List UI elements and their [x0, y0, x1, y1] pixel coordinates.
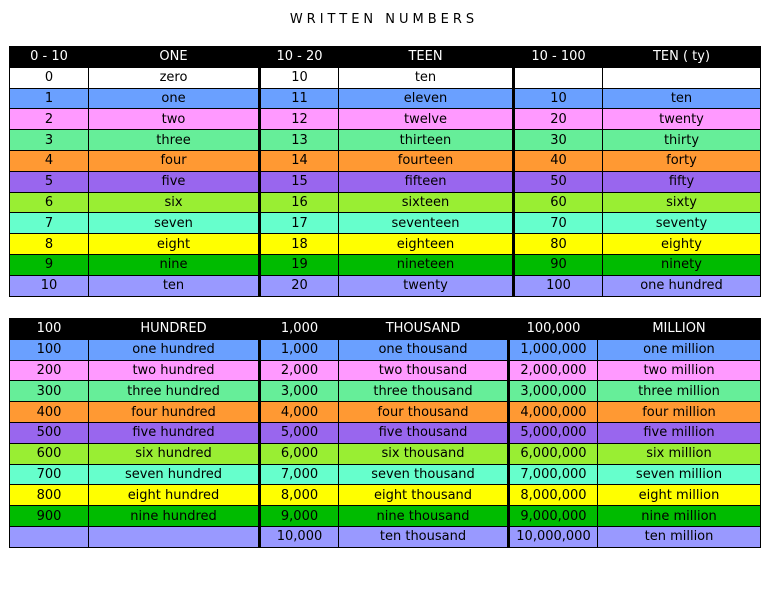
table-cell: 1	[10, 88, 89, 109]
table-row	[10, 402, 761, 423]
table-cell: four hundred	[89, 402, 260, 423]
table-cell: 500	[10, 422, 89, 443]
table-cell: seventeen	[339, 213, 514, 234]
table-row	[10, 109, 761, 130]
column-header: THOUSAND	[339, 319, 509, 340]
table-cell: eighteen	[339, 234, 514, 255]
table-cell: twenty	[339, 275, 514, 296]
table-cell: 10	[260, 67, 339, 88]
table-row	[10, 130, 761, 151]
table-cell: 2	[10, 109, 89, 130]
table-cell: eight million	[598, 485, 761, 506]
table-cell: 2,000	[260, 360, 339, 381]
table-cell: four	[89, 150, 260, 171]
table-cell: nineteen	[339, 254, 514, 275]
column-header: 0 - 10	[10, 47, 89, 68]
table-cell: eighty	[603, 234, 761, 255]
table-cell: 5	[10, 171, 89, 192]
table-cell: 7,000	[260, 464, 339, 485]
table-cell: twenty	[603, 109, 761, 130]
table-cell: 15	[260, 171, 339, 192]
table-row	[10, 150, 761, 171]
table-cell: fourteen	[339, 150, 514, 171]
table-cell: 200	[10, 360, 89, 381]
table-cell: ten thousand	[339, 526, 509, 547]
table-cell: 5,000,000	[509, 422, 598, 443]
table-cell: 0	[10, 67, 89, 88]
table-row	[10, 526, 761, 547]
table-cell: seven hundred	[89, 464, 260, 485]
table-cell: six million	[598, 443, 761, 464]
table-row	[10, 88, 761, 109]
table-cell: 7,000,000	[509, 464, 598, 485]
table-cell: eleven	[339, 88, 514, 109]
table-cell: eight	[89, 234, 260, 255]
table-cell: 40	[514, 150, 603, 171]
table-cell: 400	[10, 402, 89, 423]
table-cell: eight thousand	[339, 485, 509, 506]
table-cell: 9	[10, 254, 89, 275]
table-cell: two thousand	[339, 360, 509, 381]
table-cell: two million	[598, 360, 761, 381]
table-cell: fifteen	[339, 171, 514, 192]
table-cell: 20	[260, 275, 339, 296]
table-cell: one thousand	[339, 339, 509, 360]
table-row	[10, 275, 761, 296]
table-cell: ten	[339, 67, 514, 88]
column-header: 10 - 20	[260, 47, 339, 68]
table-cell: 6,000,000	[509, 443, 598, 464]
column-header: HUNDRED	[89, 319, 260, 340]
table-row	[10, 254, 761, 275]
table-cell: ten	[89, 275, 260, 296]
table-cell: seven thousand	[339, 464, 509, 485]
table-cell: eight hundred	[89, 485, 260, 506]
table-cell: one	[89, 88, 260, 109]
table-row	[10, 485, 761, 506]
table-row	[10, 360, 761, 381]
table-cell	[514, 67, 603, 88]
numbers-table-0-100	[9, 46, 761, 297]
table-cell: seven million	[598, 464, 761, 485]
table-cell: sixteen	[339, 192, 514, 213]
table-cell: one hundred	[89, 339, 260, 360]
table-cell: 100	[10, 339, 89, 360]
table-cell: five million	[598, 422, 761, 443]
table-cell: 70	[514, 213, 603, 234]
column-header: 10 - 100	[514, 47, 603, 68]
table-cell: thirteen	[339, 130, 514, 151]
table-cell: 30	[514, 130, 603, 151]
table-cell: nine hundred	[89, 506, 260, 527]
table-row	[10, 171, 761, 192]
table-cell: 6	[10, 192, 89, 213]
table-cell: 600	[10, 443, 89, 464]
table-cell: 3,000,000	[509, 381, 598, 402]
table-cell: 16	[260, 192, 339, 213]
table-cell: one hundred	[603, 275, 761, 296]
table-cell: 700	[10, 464, 89, 485]
table-cell: seven	[89, 213, 260, 234]
table-cell: 13	[260, 130, 339, 151]
table-cell	[89, 526, 260, 547]
table-cell: 8	[10, 234, 89, 255]
table-cell: 17	[260, 213, 339, 234]
table-cell: 2,000,000	[509, 360, 598, 381]
table-row	[10, 506, 761, 527]
column-header: TEN ( ty)	[603, 47, 761, 68]
table-cell: 900	[10, 506, 89, 527]
table-cell: 8,000	[260, 485, 339, 506]
table-cell: zero	[89, 67, 260, 88]
table-cell: ten million	[598, 526, 761, 547]
table-row	[10, 213, 761, 234]
table-cell: 1,000,000	[509, 339, 598, 360]
table-cell: 10,000	[260, 526, 339, 547]
table-cell: four million	[598, 402, 761, 423]
table-cell: 19	[260, 254, 339, 275]
table-cell: 9,000,000	[509, 506, 598, 527]
column-header: MILLION	[598, 319, 761, 340]
table-cell: 8,000,000	[509, 485, 598, 506]
table-header-row	[10, 47, 761, 68]
table-cell: 80	[514, 234, 603, 255]
column-header: 100,000	[509, 319, 598, 340]
table-cell: four thousand	[339, 402, 509, 423]
table-cell: seventy	[603, 213, 761, 234]
numbers-table-hundreds-millions	[9, 318, 761, 548]
table-cell: three	[89, 130, 260, 151]
table-cell: 90	[514, 254, 603, 275]
table-cell: one million	[598, 339, 761, 360]
table-cell: 10	[10, 275, 89, 296]
table-cell: 4,000	[260, 402, 339, 423]
table-cell: thirty	[603, 130, 761, 151]
table-cell: nine	[89, 254, 260, 275]
table-cell: 12	[260, 109, 339, 130]
table-cell: 10	[514, 88, 603, 109]
table-row	[10, 422, 761, 443]
table-cell: 4	[10, 150, 89, 171]
table-cell: 50	[514, 171, 603, 192]
table-cell: nine million	[598, 506, 761, 527]
table-row	[10, 381, 761, 402]
table-cell: 800	[10, 485, 89, 506]
table-cell: twelve	[339, 109, 514, 130]
table-cell: 20	[514, 109, 603, 130]
page-title: WRITTEN NUMBERS	[289, 12, 479, 27]
table-cell: 300	[10, 381, 89, 402]
table-row	[10, 192, 761, 213]
table-header-row	[10, 319, 761, 340]
table-cell: 4,000,000	[509, 402, 598, 423]
table-cell: 18	[260, 234, 339, 255]
table-row	[10, 234, 761, 255]
column-header: ONE	[89, 47, 260, 68]
table-cell: 7	[10, 213, 89, 234]
table-cell: ninety	[603, 254, 761, 275]
table-cell: 3	[10, 130, 89, 151]
table-cell: 5,000	[260, 422, 339, 443]
table-cell: 10,000,000	[509, 526, 598, 547]
table-cell: five	[89, 171, 260, 192]
table-cell: six thousand	[339, 443, 509, 464]
column-header: 1,000	[260, 319, 339, 340]
table-cell: three million	[598, 381, 761, 402]
table-cell: six hundred	[89, 443, 260, 464]
table-cell	[10, 526, 89, 547]
table-cell: three thousand	[339, 381, 509, 402]
table-cell: two hundred	[89, 360, 260, 381]
table-cell: 6,000	[260, 443, 339, 464]
table-row	[10, 339, 761, 360]
table-cell: sixty	[603, 192, 761, 213]
table-cell: five hundred	[89, 422, 260, 443]
table-row	[10, 67, 761, 88]
table-cell: three hundred	[89, 381, 260, 402]
table-cell: five thousand	[339, 422, 509, 443]
column-header: 100	[10, 319, 89, 340]
table-cell: forty	[603, 150, 761, 171]
table-cell: 9,000	[260, 506, 339, 527]
column-header: TEEN	[339, 47, 514, 68]
table-cell: nine thousand	[339, 506, 509, 527]
table-cell: six	[89, 192, 260, 213]
table-row	[10, 443, 761, 464]
table-cell: ten	[603, 88, 761, 109]
table-cell: 14	[260, 150, 339, 171]
table-cell: 11	[260, 88, 339, 109]
table-cell: 3,000	[260, 381, 339, 402]
table-row	[10, 464, 761, 485]
table-cell: fifty	[603, 171, 761, 192]
table-cell: 1,000	[260, 339, 339, 360]
table-cell	[603, 67, 761, 88]
table-cell: 100	[514, 275, 603, 296]
table-cell: two	[89, 109, 260, 130]
table-cell: 60	[514, 192, 603, 213]
